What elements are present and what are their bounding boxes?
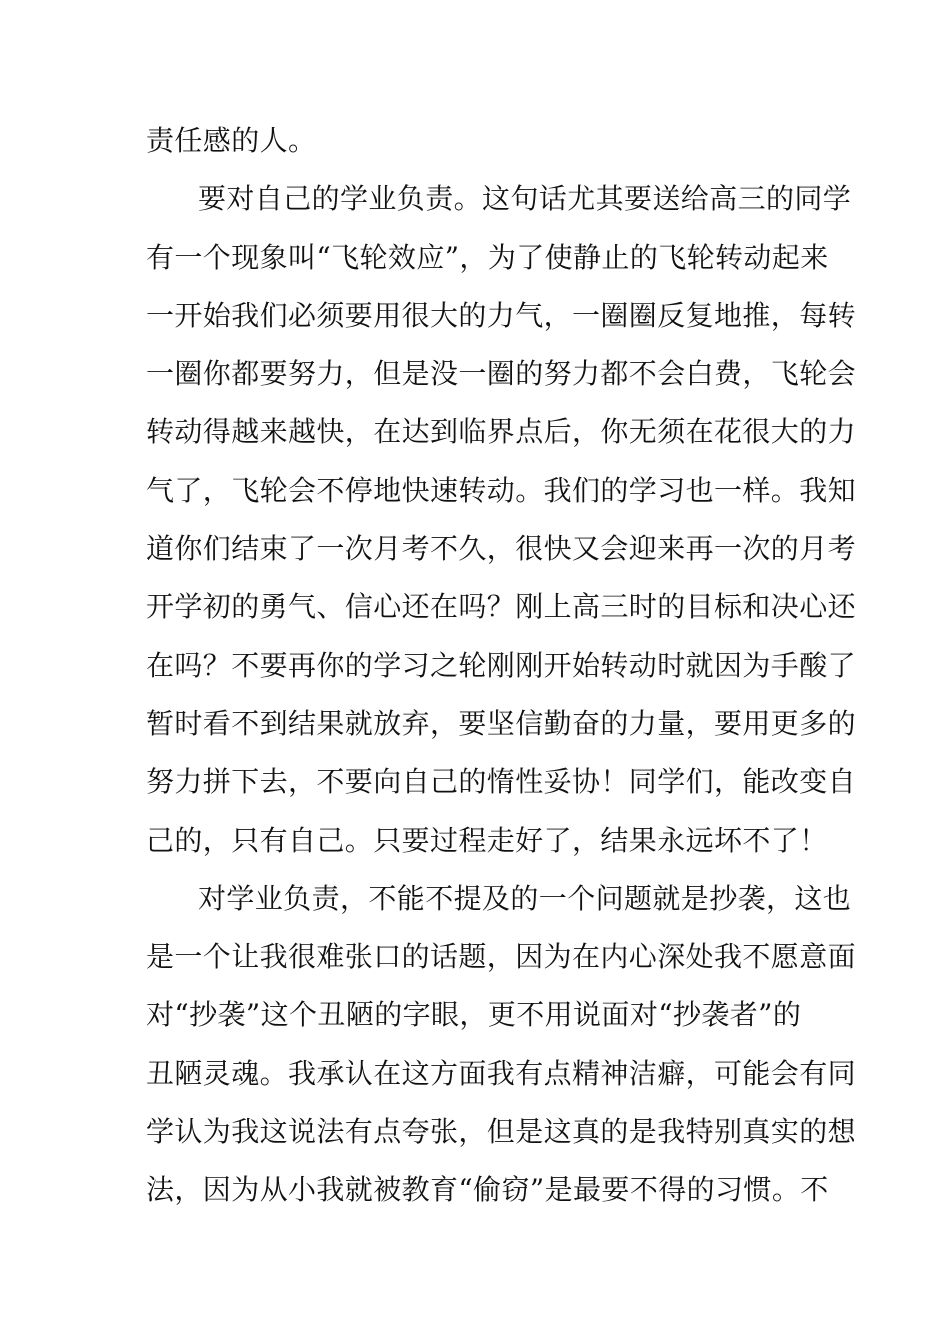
text-line: 暂时看不到结果就放弃，要坚信勤奋的力量，要用更多的 [146, 706, 857, 740]
text-line: 己的，只有自己。只要过程走好了，结果永远坏不了！ [146, 823, 828, 857]
text-line: 道你们结束了一次月考不久，很快又会迎来再一次的月考 [146, 532, 857, 566]
text-line: 学认为我这说法有点夸张，但是这真的是我特别真实的想 [146, 1115, 857, 1149]
text-line: 对“抄袭”这个丑陋的字眼，更不用说面对“抄袭者”的 [146, 998, 802, 1032]
text-line: 转动得越来越快，在达到临界点后，你无须在花很大的力 [146, 415, 857, 449]
text-line: 丑陋灵魂。我承认在这方面我有点精神洁癖，可能会有同 [146, 1056, 857, 1090]
text-line: 努力拼下去，不要向自己的惰性妥协！同学们，能改变自 [146, 765, 857, 799]
text-line: 一圈你都要努力，但是没一圈的努力都不会白费，飞轮会 [146, 357, 857, 391]
text-line: 在吗？不要再你的学习之轮刚刚开始转动时就因为手酸了 [146, 648, 857, 682]
paragraph-start-line: 对学业负责，不能不提及的一个问题就是抄袭，这也 [198, 881, 852, 915]
text-line: 开学初的勇气、信心还在吗？刚上高三时的目标和决心还 [146, 590, 857, 624]
text-line: 法，因为从小我就被教育“偷窃”是最要不得的习惯。不 [146, 1173, 829, 1207]
text-line: 有一个现象叫“飞轮效应”，为了使静止的飞轮转动起来 [146, 240, 829, 274]
text-line: 气了，飞轮会不停地快速转动。我们的学习也一样。我知 [146, 473, 857, 507]
text-line: 是一个让我很难张口的话题，因为在内心深处我不愿意面 [146, 940, 857, 974]
paragraph-start-line: 要对自己的学业负责。这句话尤其要送给高三的同学 [198, 182, 852, 216]
document-body [146, 118, 857, 1226]
text-line: 一开始我们必须要用很大的力气，一圈圈反复地推，每转 [146, 298, 857, 332]
text-line: 责任感的人。 [146, 124, 317, 157]
